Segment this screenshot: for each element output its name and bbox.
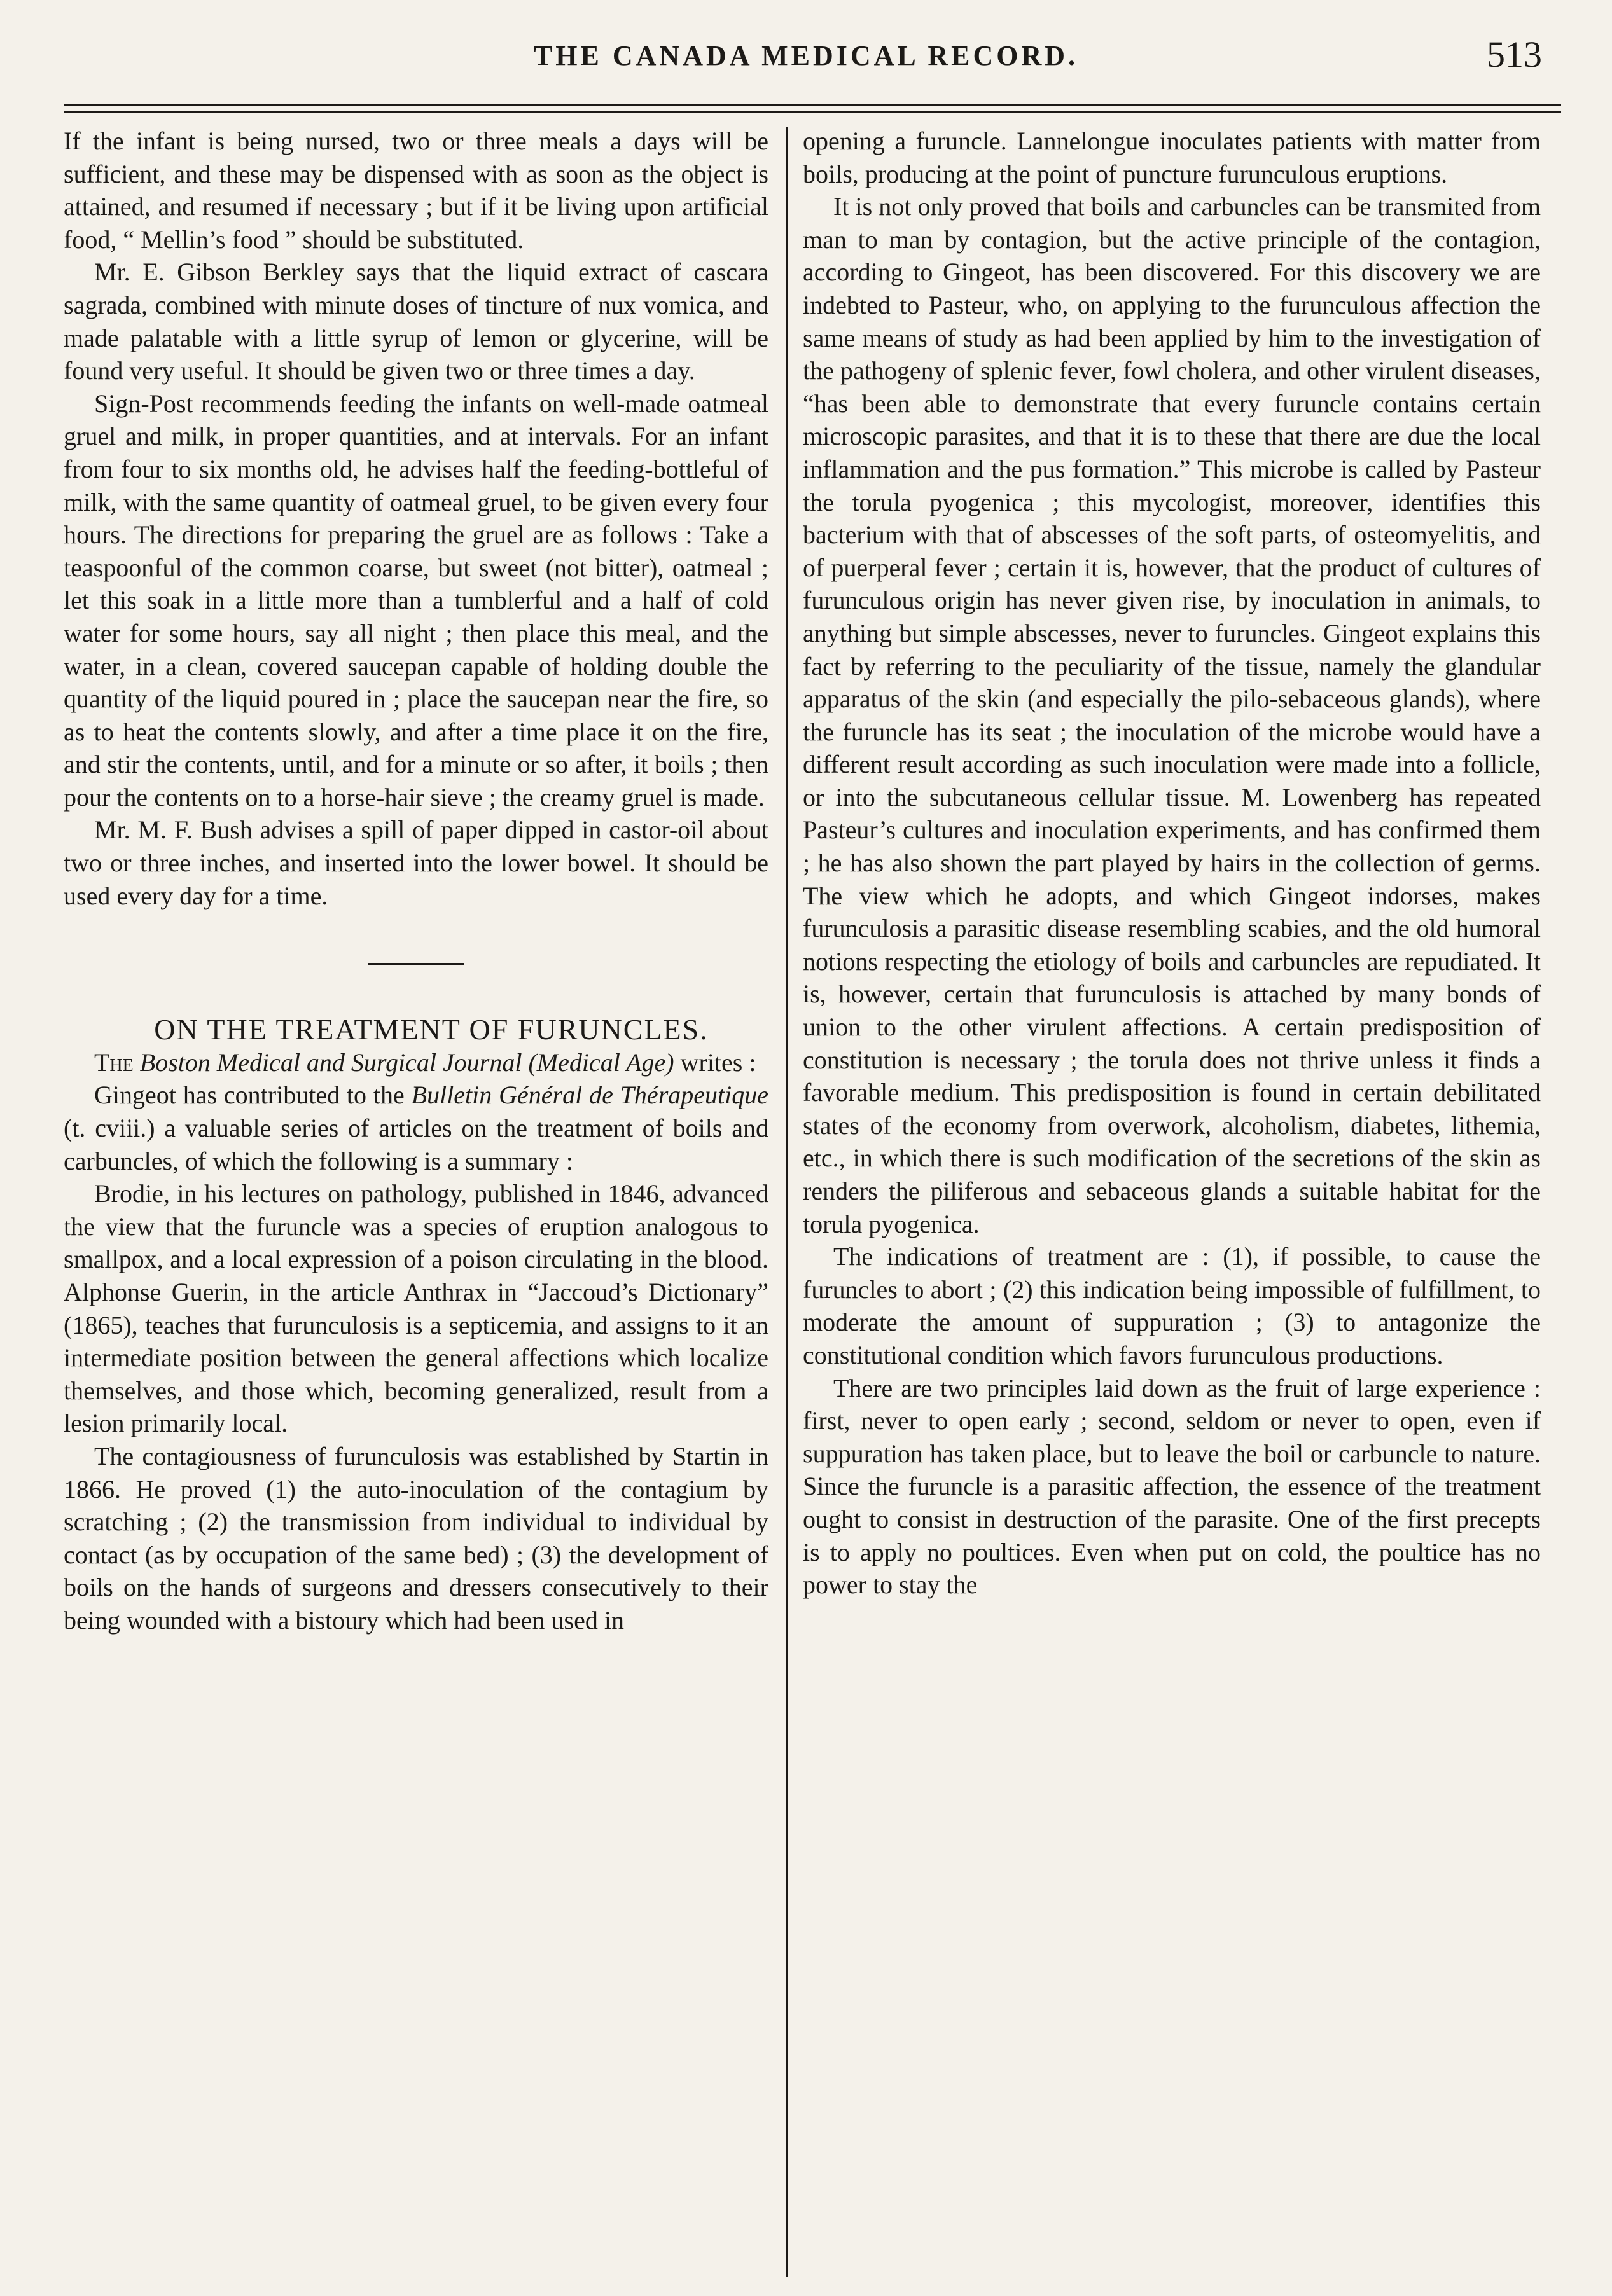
page-number: 513 bbox=[1487, 34, 1542, 75]
text-run: (t. cviii.) a valuable series of articles on the treatment of boils and carbuncles, of which the following is a summary : bbox=[64, 1114, 768, 1175]
journal-name: Boston Medical and Surgical Journal bbox=[139, 1048, 522, 1077]
paragraph: Mr. E. Gibson Berkley says that the liquid extract of cascara sagrada, combined with minute doses of tincture of nux vomica, and made palatable with a little syrup of lemon or glycerine, will be found very useful. It should be given two or three times a day. bbox=[64, 258, 768, 385]
paragraph: Mr. M. F. Bush advises a spill of paper dipped in castor-oil about two or three inches, and inserted into the lower bowel. It should be used every day for a time. bbox=[64, 815, 768, 910]
intro-paragraph bbox=[64, 1046, 768, 1079]
left-column bbox=[64, 125, 768, 1637]
header-rule-thick bbox=[64, 104, 1561, 106]
paragraph: The contagiousness of furunculosis was established by Startin in 1866. He proved (1) the auto-inoculation of the contagium by scratching ; (2) the transmission from individual to individual by contact (as by occupation of the same bed) ; (3) the development of boils on the hands of surgeons and dressers consecutively to their being wounded with a bistoury which had been used in bbox=[64, 1441, 768, 1635]
section-divider bbox=[368, 963, 464, 965]
source-name: (Medical Age) bbox=[528, 1048, 674, 1077]
right-column bbox=[803, 125, 1541, 1601]
header-rule-thin bbox=[64, 111, 1561, 113]
publication-name: Bulletin Général de Thérapeutique bbox=[411, 1081, 768, 1110]
paragraph: If the infant is being nursed, two or three meals a days will be sufficient, and these may be dispensed with as soon as the object is attained, and resumed if necessary ; but if it be living upon artificial food, “ Mellin’s food ” should be substituted. bbox=[64, 127, 768, 254]
intro-writes: writes : bbox=[680, 1048, 756, 1077]
column-divider bbox=[786, 127, 788, 2277]
intro-the: The bbox=[94, 1048, 134, 1077]
section-heading: ON THE TREATMENT OF FURUNCLES. bbox=[154, 1013, 709, 1046]
paragraph bbox=[64, 1079, 768, 1177]
paragraph: Sign-Post recommends feeding the infants on well-made oatmeal gruel and milk, in proper quantities, and at intervals. For an infant from four to six months old, he advises half the feeding-bottleful of milk, with the same quantity of oatmeal gruel, to be given every four hours. The directions for preparing the gruel are as follows : Take a teaspoonful of the common coarse, but sweet (not bitter), oatmeal ; let this soak in a little more than a tumblerful and a half of cold water for some hours, say all night ; then place this meal, and the water, in a clean, covered saucepan capable of holding double the quantity of the liquid poured in ; place the saucepan near the fire, so as to heat the contents slowly, and after a time place it on the fire, and stir the contents, until, and for a minute or so after, it boils ; then pour the contents on to a horse-hair sieve ; the creamy gruel is made. bbox=[64, 389, 768, 812]
paragraph: It is not only proved that boils and carbuncles can be transmited from man to man by contagion, but the active principle of the contagion, according to Gingeot, has been discovered. For this discovery we are indebted to Pasteur, who, on applying to the furunculous affection the same means of study as had been applied by him to the investigation of the pathogeny of splenic fever, fowl cholera, and other virulent diseases, “has been able to demonstrate that every furuncle contains certain microscopic parasites, and that it is to these that there are due the local inflammation and the pus formation.” This microbe is called by Pasteur the torula pyogenica ; this mycologist, moreover, identifies this bacterium with that of abscesses of the soft parts, of osteomyelitis, and of puerperal fever ; certain it is, however, that the product of cultures of furunculous origin has never given rise, by inoculation in animals, to anything but simple abscesses, never to furuncles. Gingeot explains this fact by referring to the peculiarity of the tissue, namely the glandular apparatus of the skin (and especially the pilo-sebaceous glands), where the furuncle has its seat ; the inoculation of the microbe would have a different result according as such inoculation were made into a follicle, or into the subcutaneous cellular tissue. M. Lowenberg has repeated Pasteur’s cultures and inoculation experiments, and has confirmed them ; he has also shown the part played by hairs in the collection of germs. The view which he adopts, and which Gingeot indorses, makes furunculosis a parasitic disease resembling scabies, and the old humoral notions respecting the etiology of boils and carbuncles are repudiated. It is, however, certain that furunculosis is attached by many bonds of union to the other virulent affections. A certain predisposition of constitution is necessary ; the torula does not thrive unless it finds a favorable medium. This predisposition is found in certain debilitated states of the economy from overwork, alcoholism, diabetes, lithemia, etc., in which there is such modification of the secretions of the skin as renders the piliferous and sebaceous glands a suitable habitat for the torula pyogenica. bbox=[803, 192, 1541, 1238]
text-run: Gingeot has contributed to the bbox=[94, 1081, 412, 1110]
paragraph: Brodie, in his lectures on pathology, published in 1846, advanced the view that the furuncle was a species of eruption analogous to smallpox, and a local expression of a poison circulating in the blood. Alphonse Guerin, in the article Anthrax in “Jaccoud’s Dictionary” (1865), teaches that furunculosis is a septicemia, and assigns to it an intermediate position between the general affections which localize themselves, and those which, becoming generalized, result from a lesion primarily local. bbox=[64, 1179, 768, 1438]
page-header bbox=[0, 0, 1612, 108]
paragraph: opening a furuncle. Lannelongue inoculates patients with matter from boils, producing at the point of puncture furunculous eruptions. bbox=[803, 127, 1541, 188]
paragraph: The indications of treatment are : (1), if possible, to cause the furuncles to abort ; (2) this indication being impossible of fulfillment, to moderate the amount of suppuration ; (3) to antagonize the constitutional condition which favors furunculous productions. bbox=[803, 1242, 1541, 1369]
running-head: THE CANADA MEDICAL RECORD. bbox=[533, 40, 1079, 71]
paragraph: There are two principles laid down as the fruit of large experience : first, never to open early ; second, seldom or never to open, even if suppuration has taken place, but to leave the boil or carbuncle to nature. Since the furuncle is a parasitic affection, the essence of the treatment ought to consist in destruction of the parasite. One of the first precepts is to apply no poultices. Even when put on cold, the poultice has no power to stay the bbox=[803, 1373, 1541, 1600]
